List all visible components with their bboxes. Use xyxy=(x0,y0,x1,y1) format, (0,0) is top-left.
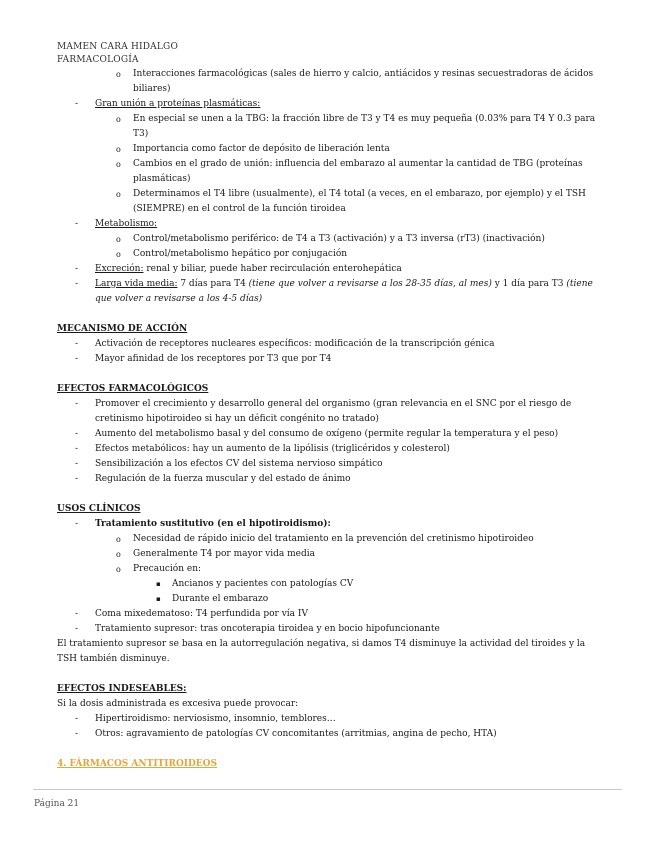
list-item: - Aumento del metabolismo basal y del consumo de oxígeno (permite regular la temperatura y el peso) xyxy=(75,429,559,439)
list-item: - Tratamiento supresor: tras oncoterapia tiroidea y en bocio hipofuncionante xyxy=(75,624,440,634)
list-item: - Hipertiroidismo: nerviosismo, insomnio, temblores… xyxy=(75,714,336,724)
list-item: o Precaución en: xyxy=(116,564,202,574)
paragraph: El tratamiento supresor se basa en la autorregulación negativa, si damos T4 disminuye la actividad del tiroides y la TSH también disminuye. xyxy=(57,639,586,664)
list-item: - Efectos metabólicos: hay un aumento de la lipólisis (triglicéridos y colesterol) xyxy=(75,444,450,454)
list-item: - Coma mixedematoso: T4 perfundida por vía IV xyxy=(75,609,308,619)
section-title: EFECTOS FARMACOLÓGICOS xyxy=(57,384,209,394)
section-title: USOS CLÍNICOS xyxy=(57,504,141,514)
list-item: o Determinamos el T4 libre (usualmente), el T4 total (a veces, en el embarazo, por ejemplo) y el TSH (SIEMPRE) en el control de la función tiroidea xyxy=(116,189,586,214)
list-item: - Tratamiento sustitutivo (en el hipotiroidismo): xyxy=(75,519,331,529)
list-item: ▪ Durante el embarazo xyxy=(156,594,269,604)
list-item: - Activación de receptores nucleares específicos: modificación de la transcripción génica xyxy=(75,339,495,349)
list-item: ▪ Ancianos y pacientes con patologías CV xyxy=(156,579,354,589)
next-section-heading[interactable]: 4. FÁRMACOS ANTITIROIDEOS xyxy=(57,759,217,769)
list-item: o Importancia como factor de depósito de liberación lenta xyxy=(116,144,390,154)
list-item: - Sensibilización a los efectos CV del sistema nervioso simpático xyxy=(75,459,383,469)
list-item: - Metabolismo: xyxy=(75,219,158,229)
document-body xyxy=(57,67,602,772)
metabolismo-label: Metabolismo: xyxy=(95,219,158,229)
list-item: - Regulación de la fuerza muscular y del estado de ánimo xyxy=(75,474,351,484)
header-subject: FARMACOLOGÍA xyxy=(57,55,139,65)
list-item: o Interacciones farmacológicas (sales de hierro y calcio, antiácidos y resinas secuestradoras de ácidos biliares) xyxy=(116,69,594,94)
list-item: o Generalmente T4 por mayor vida media xyxy=(116,549,315,559)
header-author: MAMEN CARA HIDALGO xyxy=(57,42,179,52)
list-item: - Gran unión a proteínas plasmáticas: xyxy=(75,99,261,109)
list-item: - Excreción: renal y biliar, puede haber recirculación enterohepática xyxy=(75,264,402,274)
page-number: Página 21 xyxy=(34,799,80,809)
list-item: o En especial se unen a la TBG: la fracción libre de T3 y T4 es muy pequeña (0.03% para T4 Y 0.3 para T3) xyxy=(116,114,596,139)
list-item: - Mayor afinidad de los receptores por T3 que por T4 xyxy=(75,354,332,364)
list-item: - Promover el crecimiento y desarrollo general del organismo (gran relevancia en el SNC por el riesgo de cretinismo hipotiroideo si hay un déficit congénito no tratado) xyxy=(75,399,572,424)
list-item: o Control/metabolismo hepático por conjugación xyxy=(116,249,348,259)
section-title: MECANISMO DE ACCIÓN xyxy=(57,324,188,334)
footer-divider xyxy=(33,789,622,790)
list-item: - Larga vida media: 7 días para T4 (tiene que volver a revisarse a los 28-35 días, al mes) y 1 día para T3 (tiene que volver a revisarse a los 4-5 días) xyxy=(75,279,593,304)
paragraph: Si la dosis administrada es excesiva puede provocar: xyxy=(57,699,299,709)
list-item: o Cambios en el grado de unión: influencia del embarazo al aumentar la cantidad de TBG (proteínas plasmáticas) xyxy=(116,159,583,184)
list-item: - Otros: agravamiento de patologías CV concomitantes (arritmias, angina de pecho, HTA) xyxy=(75,729,497,739)
list-item: o Necesidad de rápido inicio del tratamiento en la prevención del cretinismo hipotiroideo xyxy=(116,534,534,544)
list-item: o Control/metabolismo periférico: de T4 a T3 (activación) y a T3 inversa (rT3) (inactivación) xyxy=(116,234,545,244)
union-label: Gran unión a proteínas plasmáticas: xyxy=(95,99,261,109)
section-title: EFECTOS INDESEABLES: xyxy=(57,684,187,694)
